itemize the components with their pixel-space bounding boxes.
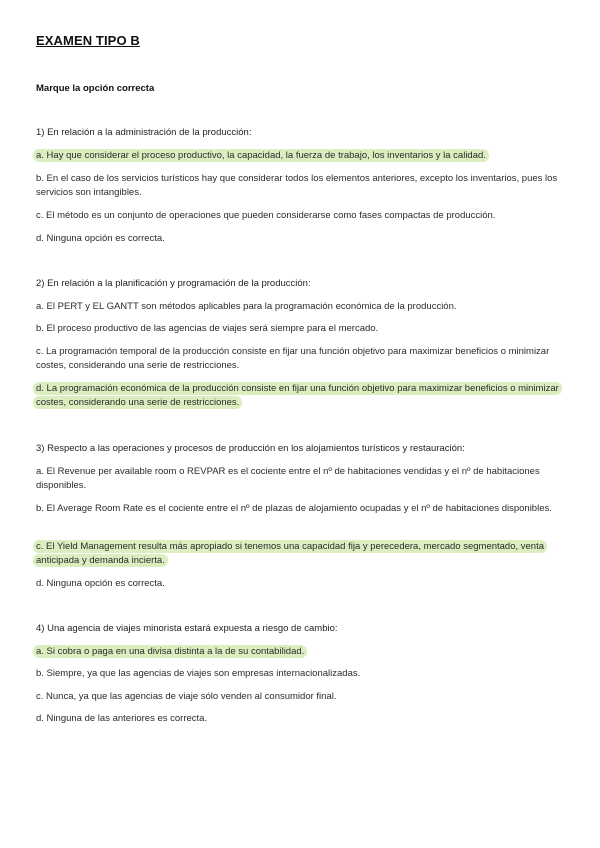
question-2-prompt: 2) En relación a la planificación y programación de la producción: (36, 278, 311, 289)
question-1-option-c[interactable]: c. El método es un conjunto de operaciones que pueden considerarse como fases compactas de producción. (36, 210, 496, 221)
question-3-option-b[interactable]: b. El Average Room Rate es el cociente entre el nº de plazas de alojamiento ocupadas y el nº de habitaciones disponibles. (36, 503, 552, 514)
question-1-prompt: 1) En relación a la administración de la producción: (36, 127, 252, 138)
highlighted-answer: d. La programación económica de la producción consiste en fijar una función objetivo para maximizar beneficios o minimizar costes, considerando una serie de restricciones. (33, 382, 562, 409)
highlighted-answer: a. Hay que considerar el proceso productivo, la capacidad, la fuerza de trabajo, los inventarios y la calidad. (33, 149, 489, 162)
question-4-option-d[interactable]: d. Ninguna de las anteriores es correcta. (36, 713, 208, 724)
question-4-option-c[interactable]: c. Nunca, ya que las agencias de viaje sólo venden al consumidor final. (36, 691, 337, 702)
page-title: EXAMEN TIPO B (36, 33, 140, 48)
question-1-option-d[interactable]: d. Ninguna opción es correcta. (36, 233, 165, 244)
question-3-option-a[interactable]: a. El Revenue per available room o REVPAR es el cociente entre el nº de habitaciones vendidas y el nº de habitaciones disponibles. (36, 466, 540, 491)
instruction-text: Marque la opción correcta (36, 83, 155, 94)
question-1-option-a[interactable] (36, 149, 564, 163)
question-2-option-a[interactable]: a. El PERT y EL GANTT son métodos aplicables para la programación económica de la producción. (36, 301, 457, 312)
question-3-prompt: 3) Respecto a las operaciones y procesos de producción en los alojamientos turísticos y restauración: (36, 443, 465, 454)
question-4-option-a[interactable] (36, 645, 564, 659)
highlighted-answer: a. Si cobra o paga en una divisa distinta a la de su contabilidad. (33, 645, 307, 658)
question-2-option-d[interactable] (36, 382, 564, 410)
question-3-option-d[interactable]: d. Ninguna opción es correcta. (36, 578, 165, 589)
question-2-option-b[interactable]: b. El proceso productivo de las agencias de viajes será siempre para el mercado. (36, 323, 379, 334)
question-2-option-c[interactable]: c. La programación temporal de la producción consiste en fijar una función objetivo para maximizar beneficios o minimizar costes, considerando una serie de restricciones. (36, 346, 550, 371)
question-1-option-b[interactable]: b. En el caso de los servicios turísticos hay que considerar todos los elementos anteriores, excepto los inventarios, pues los servicios son intangibles. (36, 173, 558, 198)
highlighted-answer: c. El Yield Management resulta más apropiado si tenemos una capacidad fija y perecedera, mercado segmentado, venta anticipada y demanda incierta. (33, 540, 547, 567)
question-3-option-c[interactable] (36, 540, 564, 568)
question-4-prompt: 4) Una agencia de viajes minorista estará expuesta a riesgo de cambio: (36, 623, 338, 634)
question-4-option-b[interactable]: b. Siempre, ya que las agencias de viajes son empresas internacionalizadas. (36, 668, 361, 679)
